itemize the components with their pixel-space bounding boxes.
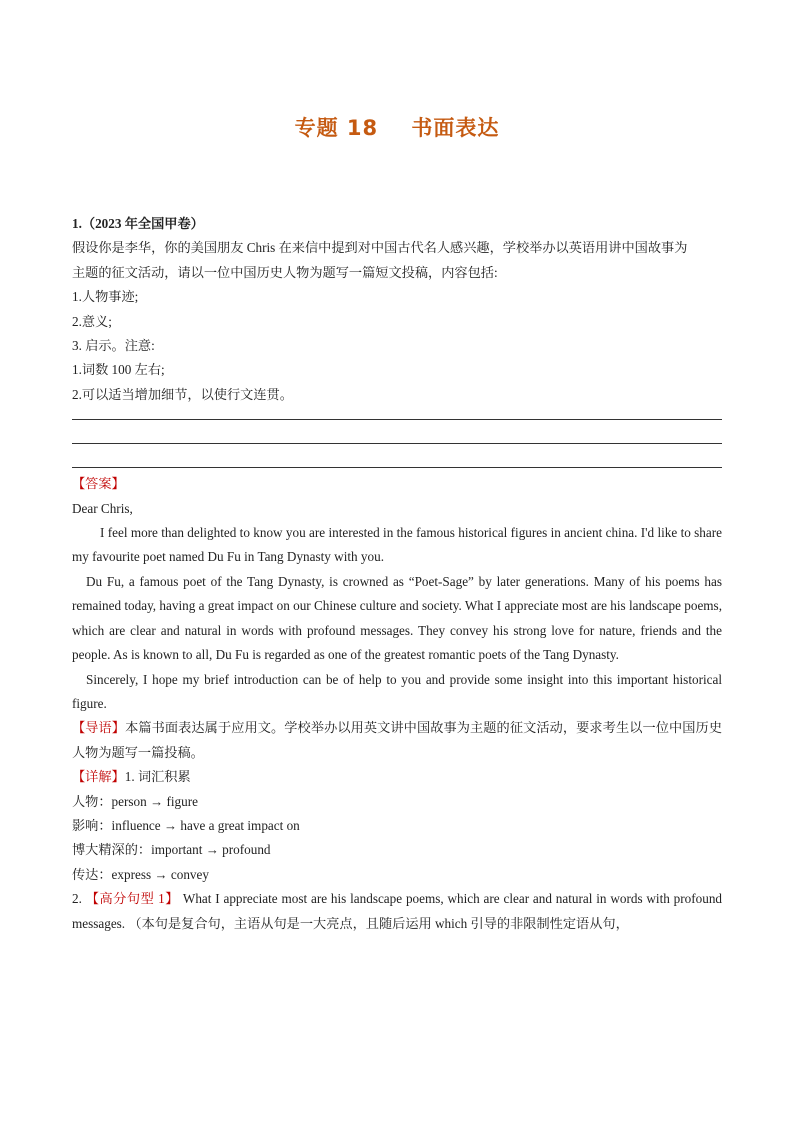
answer-label: 【答案】 [72,476,125,492]
detail-label: 【详解】 [72,769,125,785]
question-prompt-line-2: 主题的征文活动，请以一位中国历史人物为题写一篇短文投稿，内容包括: [72,264,498,280]
writing-line [72,467,722,468]
sentence-number: 2. [72,891,82,907]
vocab-item-1: 人物：person → figure [72,793,198,809]
content-item-1: 1.人物事迹; [72,289,139,305]
detail-subheading: 1. 词汇积累 [124,769,191,785]
vocab-item-4: 传达：express → convey [72,866,209,882]
vocab-item-2: 影响：influence → have a great impact on [72,817,300,833]
content-item-2: 2.意义; [72,313,112,329]
guide-label: 【导语】 [72,720,126,736]
content-item-3: 3. 启示。注意: [72,338,155,354]
vocab-item-3: 博大精深的：important → profound [72,842,271,858]
sentence-label: 【高分句型 1】 [85,891,180,907]
note-1: 1.词数 100 左右; [72,362,165,378]
guide-text: 本篇书面表达属于应用文。学校举办以用英文讲中国故事为主题的征文活动，要求考生以一位中国历史人物为题写一篇投稿。 [72,720,723,760]
answer-writing-lines [72,419,722,468]
writing-line [72,419,722,420]
letter-paragraph-1: I feel more than delighted to know you are interested in the famous historical figures in ancient china. I'd like to share my favourite poet named Du Fu in Tang Dynasty with you. [72,525,722,565]
sentence-pattern [72,887,722,936]
question-prompt-line-1: 假设你是李华，你的美国朋友 Chris 在来信中提到对中国古代名人感兴趣，学校举办以英语用讲中国故事为 [72,240,688,256]
detail-heading [72,765,722,789]
page-title: 专题 18 书面表达 [294,116,500,140]
question-source: 1.（2023 年全国甲卷） [72,216,204,231]
document-body [72,212,722,936]
note-2: 2.可以适当增加细节，以使行文连贯。 [72,386,293,402]
letter-paragraph-3: Sincerely, I hope my brief introduction can be of help to you and provide some insight into this important historical figure. [72,671,722,711]
letter-salutation: Dear Chris, [72,500,133,516]
sentence-text: What I appreciate most are his landscape poems, which are clear and natural in words with profound messages. （本句是复合句，主语从句是一大亮点，且随后运用 which 引导的非限制性定语从句， [72,891,723,931]
letter-paragraph-2: Du Fu, a famous poet of the Tang Dynasty, is crowned as “Poet-Sage” by later generations. Many of his poems has remained today, having a great impact on our Chinese culture and society. What I appreciate most are his landscape poems, which are clear and natural in words with profound messages. They convey his strong love for nature, friends and the people. As is known to all, Du Fu is regarded as one of the greatest romantic poets of the Tang Dynasty. [72,573,722,663]
writing-line [72,443,722,444]
guide-section [72,716,722,765]
